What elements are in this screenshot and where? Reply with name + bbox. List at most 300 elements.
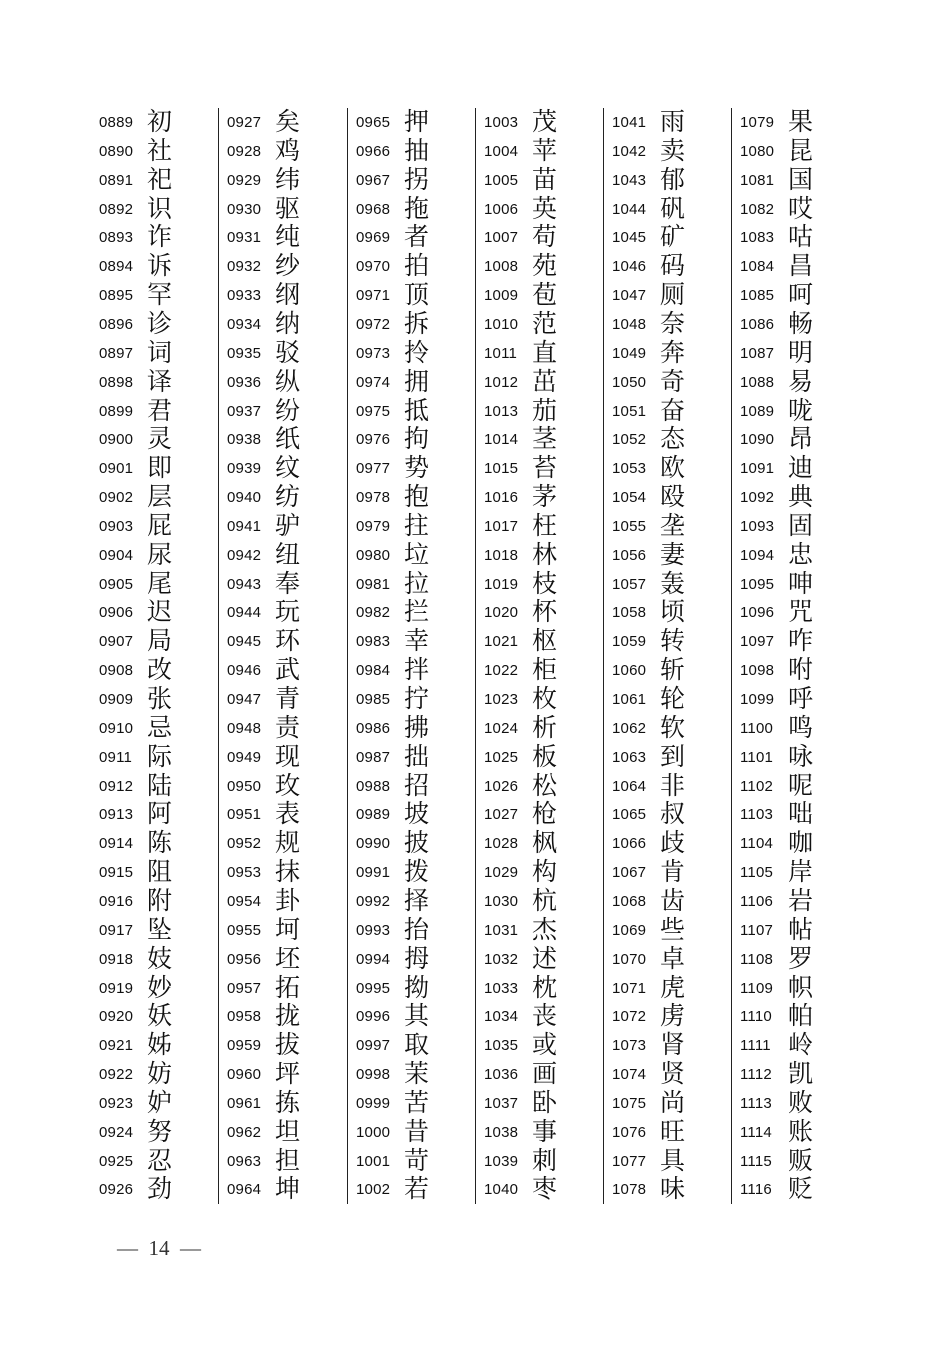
char-entry (608, 1114, 726, 1146)
char-entry (608, 768, 726, 800)
entry-number: 1078 (612, 1181, 647, 1199)
entry-character: 纲 (275, 280, 301, 310)
entry-character: 纯 (275, 222, 301, 252)
entry-number: 1058 (612, 604, 647, 622)
entry-character: 呢 (788, 770, 814, 800)
char-entry (608, 1056, 726, 1089)
char-entry (736, 1114, 854, 1146)
entry-character: 坦 (275, 1116, 301, 1146)
entry-character: 杭 (532, 885, 558, 915)
entry-number: 1086 (740, 315, 775, 333)
char-entry (608, 133, 726, 165)
entry-number: 1080 (740, 142, 775, 160)
entry-character: 柜 (532, 655, 558, 685)
entry-character: 纽 (275, 539, 301, 569)
entry-number: 0897 (99, 344, 134, 362)
char-entry (223, 133, 341, 165)
entry-number: 0980 (356, 546, 391, 564)
char-entry (223, 710, 341, 742)
entry-character: 苞 (532, 280, 558, 310)
char-entry (736, 739, 854, 771)
char-entry (223, 825, 341, 858)
char-entry (480, 1027, 598, 1060)
entry-character: 茂 (532, 107, 558, 136)
entry-character: 茁 (532, 366, 558, 396)
char-entry (608, 191, 726, 223)
char-entry (352, 450, 470, 483)
entry-character: 奉 (275, 568, 301, 598)
entry-character: 苦 (404, 1087, 430, 1117)
char-entry (352, 566, 470, 598)
entry-number: 0976 (356, 431, 391, 449)
entry-number: 0979 (356, 517, 391, 535)
entry-character: 拌 (404, 655, 430, 685)
char-entry (480, 393, 598, 425)
char-entry (480, 537, 598, 569)
char-entry (352, 1027, 470, 1060)
char-entry (608, 739, 726, 771)
entry-number: 0913 (99, 806, 134, 824)
char-entry (95, 566, 213, 598)
entry-character: 苗 (532, 164, 558, 194)
entry-character: 杯 (532, 597, 558, 627)
char-entry (223, 796, 341, 829)
entry-number: 1066 (612, 835, 647, 853)
entry-character: 卓 (660, 943, 686, 973)
char-entry (352, 219, 470, 252)
char-entry (223, 1114, 341, 1146)
char-entry (95, 191, 213, 223)
char-entry (352, 335, 470, 367)
entry-character: 枫 (532, 828, 558, 858)
char-entry (95, 739, 213, 771)
char-entry (352, 941, 470, 973)
entry-character: 拇 (404, 943, 430, 973)
entry-number: 0981 (356, 575, 391, 593)
entry-character: 玩 (275, 597, 301, 627)
column-divider (475, 108, 476, 1204)
entry-character: 郁 (660, 164, 686, 194)
entry-number: 1000 (356, 1123, 391, 1141)
char-entry (95, 710, 213, 742)
entry-character: 张 (147, 684, 173, 713)
char-entry (95, 998, 213, 1031)
entry-character: 枚 (532, 684, 558, 713)
entry-character: 矣 (275, 107, 301, 136)
entry-number: 0995 (356, 979, 391, 997)
entry-number: 0934 (227, 315, 262, 333)
entry-character: 拗 (404, 972, 430, 1002)
char-entry (480, 998, 598, 1031)
entry-character: 阿 (147, 799, 173, 829)
entry-number: 0949 (227, 748, 262, 766)
entry-number: 1041 (612, 114, 647, 131)
char-entry (223, 277, 341, 310)
entry-character: 苛 (404, 1145, 430, 1175)
entry-number: 1067 (612, 864, 647, 882)
entry-character: 咐 (788, 655, 814, 685)
entry-character: 迪 (788, 453, 814, 483)
entry-number: 1043 (612, 171, 647, 189)
entry-number: 0894 (99, 258, 134, 276)
char-entry (480, 768, 598, 800)
char-entry (352, 508, 470, 540)
entry-character: 坪 (275, 1059, 301, 1089)
char-entry (480, 508, 598, 540)
char-entry (608, 479, 726, 512)
entry-number: 0943 (227, 575, 262, 593)
entry-number: 0902 (99, 489, 134, 507)
entry-number: 1073 (612, 1037, 647, 1055)
entry-number: 1021 (484, 633, 519, 651)
entry-number: 0904 (99, 546, 134, 564)
char-entry (480, 1114, 598, 1146)
entry-number: 0986 (356, 719, 391, 737)
entry-character: 枕 (532, 972, 558, 1002)
entry-number: 1002 (356, 1181, 391, 1199)
entry-number: 1017 (484, 517, 519, 535)
char-entry (608, 104, 726, 136)
char-entry (95, 796, 213, 829)
char-entry (736, 191, 854, 223)
char-entry (736, 623, 854, 656)
entry-character: 拓 (275, 972, 301, 1002)
entry-character: 态 (660, 424, 686, 454)
char-entry (736, 277, 854, 310)
char-entry (95, 277, 213, 310)
char-entry (223, 998, 341, 1031)
char-entry (736, 335, 854, 367)
entry-character: 卧 (532, 1087, 558, 1117)
entry-number: 0901 (99, 460, 134, 478)
entry-number: 0910 (99, 719, 134, 737)
char-entry (736, 768, 854, 800)
entry-number: 1018 (484, 546, 519, 564)
entry-number: 0970 (356, 258, 391, 276)
entry-number: 0991 (356, 864, 391, 882)
char-entry (608, 970, 726, 1002)
entry-number: 0957 (227, 979, 262, 997)
char-entry (352, 912, 470, 944)
entry-number: 0940 (227, 489, 262, 507)
char-entry (223, 248, 341, 281)
entry-number: 1116 (740, 1181, 772, 1199)
char-entry (736, 1085, 854, 1117)
char-entry (608, 796, 726, 829)
entry-character: 咏 (788, 741, 814, 771)
char-entry (736, 796, 854, 829)
char-entry (223, 219, 341, 252)
char-entry (95, 883, 213, 915)
entry-number: 1016 (484, 489, 519, 507)
entry-character: 虎 (660, 972, 686, 1002)
entry-number: 0982 (356, 604, 391, 622)
entry-character: 奔 (660, 337, 686, 367)
entry-character: 歧 (660, 828, 686, 858)
entry-number: 1084 (740, 258, 775, 276)
entry-number: 0890 (99, 142, 134, 160)
entry-character: 轮 (660, 684, 686, 713)
char-entry (95, 768, 213, 800)
entry-number: 0893 (99, 229, 134, 247)
char-entry (480, 364, 598, 396)
char-entry (95, 1171, 213, 1204)
entry-character: 凯 (788, 1059, 814, 1089)
entry-number: 0998 (356, 1066, 391, 1084)
entry-number: 1109 (740, 979, 774, 997)
character-table (95, 104, 865, 1209)
char-entry (736, 421, 854, 454)
entry-character: 妙 (147, 972, 173, 1002)
entry-character: 茉 (404, 1059, 430, 1089)
entry-character: 坤 (275, 1174, 301, 1204)
char-entry (95, 219, 213, 252)
entry-character: 纹 (275, 453, 301, 483)
entry-character: 担 (275, 1145, 301, 1175)
entry-character: 肾 (660, 1030, 686, 1060)
char-entry (608, 1027, 726, 1060)
char-entry (608, 508, 726, 540)
entry-character: 尚 (660, 1087, 686, 1117)
entry-character: 国 (788, 164, 814, 194)
entry-number: 0900 (99, 431, 134, 449)
entry-number: 1011 (484, 344, 518, 362)
entry-number: 1107 (740, 921, 774, 939)
char-entry (480, 883, 598, 915)
char-entry (608, 421, 726, 454)
entry-number: 0932 (227, 258, 262, 276)
char-entry (352, 594, 470, 627)
char-entry (95, 623, 213, 656)
char-entry (736, 219, 854, 252)
char-entry (736, 364, 854, 396)
entry-character: 者 (404, 222, 430, 252)
char-entry (95, 652, 213, 685)
entry-number: 1003 (484, 114, 519, 131)
char-entry (95, 825, 213, 858)
entry-number: 1112 (740, 1066, 772, 1084)
entry-number: 1034 (484, 1008, 519, 1026)
entry-character: 押 (404, 107, 430, 136)
char-entry (736, 941, 854, 973)
entry-character: 轰 (660, 568, 686, 598)
entry-number: 1027 (484, 806, 519, 824)
entry-character: 软 (660, 712, 686, 742)
entry-number: 0937 (227, 402, 262, 420)
entry-character: 纷 (275, 395, 301, 425)
entry-character: 齿 (660, 885, 686, 915)
char-entry (608, 450, 726, 483)
char-entry (95, 508, 213, 540)
char-entry (352, 796, 470, 829)
entry-character: 昌 (788, 251, 814, 281)
char-entry (480, 941, 598, 973)
char-entry (352, 768, 470, 800)
entry-number: 1088 (740, 373, 775, 391)
char-entry (352, 854, 470, 887)
entry-number: 0917 (99, 921, 134, 939)
entry-number: 0921 (99, 1037, 134, 1055)
char-entry (608, 594, 726, 627)
entry-number: 1010 (484, 315, 519, 333)
entry-character: 些 (660, 914, 686, 944)
entry-character: 虏 (660, 1001, 686, 1031)
char-entry (95, 854, 213, 887)
entry-character: 拖 (404, 193, 430, 223)
char-entry (223, 306, 341, 338)
entry-character: 昔 (404, 1116, 430, 1146)
entry-character: 果 (788, 107, 814, 136)
char-entry (95, 912, 213, 944)
entry-number: 0926 (99, 1181, 134, 1199)
entry-number: 0975 (356, 402, 391, 420)
entry-number: 1064 (612, 777, 647, 795)
entry-character: 败 (788, 1087, 814, 1117)
entry-number: 0947 (227, 691, 262, 708)
char-entry (736, 133, 854, 165)
entry-number: 1070 (612, 950, 647, 968)
char-entry (352, 1114, 470, 1146)
entry-number: 1026 (484, 777, 519, 795)
entry-number: 0988 (356, 777, 391, 795)
char-entry (352, 1056, 470, 1089)
entry-character: 迟 (147, 597, 173, 627)
entry-character: 苹 (532, 135, 558, 165)
char-entry (480, 623, 598, 656)
char-entry (352, 104, 470, 136)
entry-number: 1079 (740, 114, 775, 131)
entry-number: 1057 (612, 575, 647, 593)
entry-number: 1037 (484, 1094, 519, 1112)
char-entry (608, 998, 726, 1031)
char-entry (352, 1143, 470, 1175)
entry-number: 1019 (484, 575, 519, 593)
entry-number: 1005 (484, 171, 519, 189)
char-entry (352, 970, 470, 1002)
char-entry (608, 652, 726, 685)
entry-character: 贬 (788, 1174, 814, 1204)
entry-number: 1001 (356, 1152, 391, 1170)
char-entry (736, 854, 854, 887)
char-entry (223, 1085, 341, 1117)
entry-character: 咄 (788, 799, 814, 829)
entry-character: 局 (147, 626, 173, 656)
entry-character: 垃 (404, 539, 430, 569)
entry-character: 肯 (660, 857, 686, 887)
entry-character: 岩 (788, 885, 814, 915)
char-entry (608, 537, 726, 569)
char-entry (608, 248, 726, 281)
char-entry (480, 681, 598, 713)
entry-character: 斩 (660, 655, 686, 685)
char-entry (736, 710, 854, 742)
entry-character: 枉 (532, 510, 558, 540)
char-entry (95, 364, 213, 396)
entry-character: 其 (404, 1001, 430, 1031)
entry-character: 坯 (275, 943, 301, 973)
char-entry (223, 1171, 341, 1204)
entry-character: 垄 (660, 510, 686, 540)
char-entry (480, 191, 598, 223)
entry-character: 词 (147, 337, 173, 367)
entry-number: 0891 (99, 171, 134, 189)
char-entry (223, 739, 341, 771)
entry-number: 1029 (484, 864, 519, 882)
char-entry (480, 104, 598, 136)
entry-character: 拧 (404, 684, 430, 713)
entry-number: 1113 (740, 1094, 772, 1112)
char-entry (608, 393, 726, 425)
entry-character: 层 (147, 482, 173, 512)
char-entry (736, 1056, 854, 1089)
entry-number: 0941 (227, 517, 262, 535)
entry-number: 0977 (356, 460, 391, 478)
char-entry (223, 450, 341, 483)
entry-character: 招 (404, 770, 430, 800)
entry-character: 妨 (147, 1059, 173, 1089)
entry-number: 1061 (612, 691, 647, 708)
entry-character: 规 (275, 828, 301, 858)
char-entry (95, 421, 213, 454)
char-entry (736, 1027, 854, 1060)
entry-number: 0968 (356, 200, 391, 218)
entry-number: 0929 (227, 171, 262, 189)
char-entry (736, 998, 854, 1031)
char-entry (736, 681, 854, 713)
entry-number: 1105 (740, 864, 774, 882)
entry-number: 0966 (356, 142, 391, 160)
entry-character: 呵 (788, 280, 814, 310)
char-entry (223, 1027, 341, 1060)
char-entry (736, 508, 854, 540)
entry-character: 妻 (660, 539, 686, 569)
entry-number: 1012 (484, 373, 519, 391)
entry-number: 1050 (612, 373, 647, 391)
char-entry (736, 306, 854, 338)
char-entry (352, 421, 470, 454)
char-entry (480, 796, 598, 829)
entry-number: 1047 (612, 287, 647, 305)
entry-character: 责 (275, 712, 301, 742)
entry-character: 拙 (404, 741, 430, 771)
char-entry (95, 1056, 213, 1089)
entry-number: 0958 (227, 1008, 262, 1026)
footer-dash-left: — (117, 1236, 138, 1260)
entry-number: 0993 (356, 921, 391, 939)
char-entry (95, 393, 213, 425)
entry-number: 1013 (484, 402, 519, 420)
entry-character: 固 (788, 510, 814, 540)
entry-character: 直 (532, 337, 558, 367)
char-entry (352, 277, 470, 310)
entry-character: 转 (660, 626, 686, 656)
entry-number: 1075 (612, 1094, 647, 1112)
entry-character: 拨 (404, 857, 430, 887)
char-entry (223, 594, 341, 627)
entry-number: 0964 (227, 1181, 262, 1199)
entry-character: 拥 (404, 366, 430, 396)
entry-character: 画 (532, 1059, 558, 1089)
entry-number: 1089 (740, 402, 775, 420)
entry-character: 欧 (660, 453, 686, 483)
entry-character: 苔 (532, 453, 558, 483)
entry-character: 抬 (404, 914, 430, 944)
entry-character: 述 (532, 943, 558, 973)
entry-character: 诈 (147, 222, 173, 252)
entry-number: 1085 (740, 287, 775, 305)
entry-number: 0906 (99, 604, 134, 622)
entry-number: 1072 (612, 1008, 647, 1026)
